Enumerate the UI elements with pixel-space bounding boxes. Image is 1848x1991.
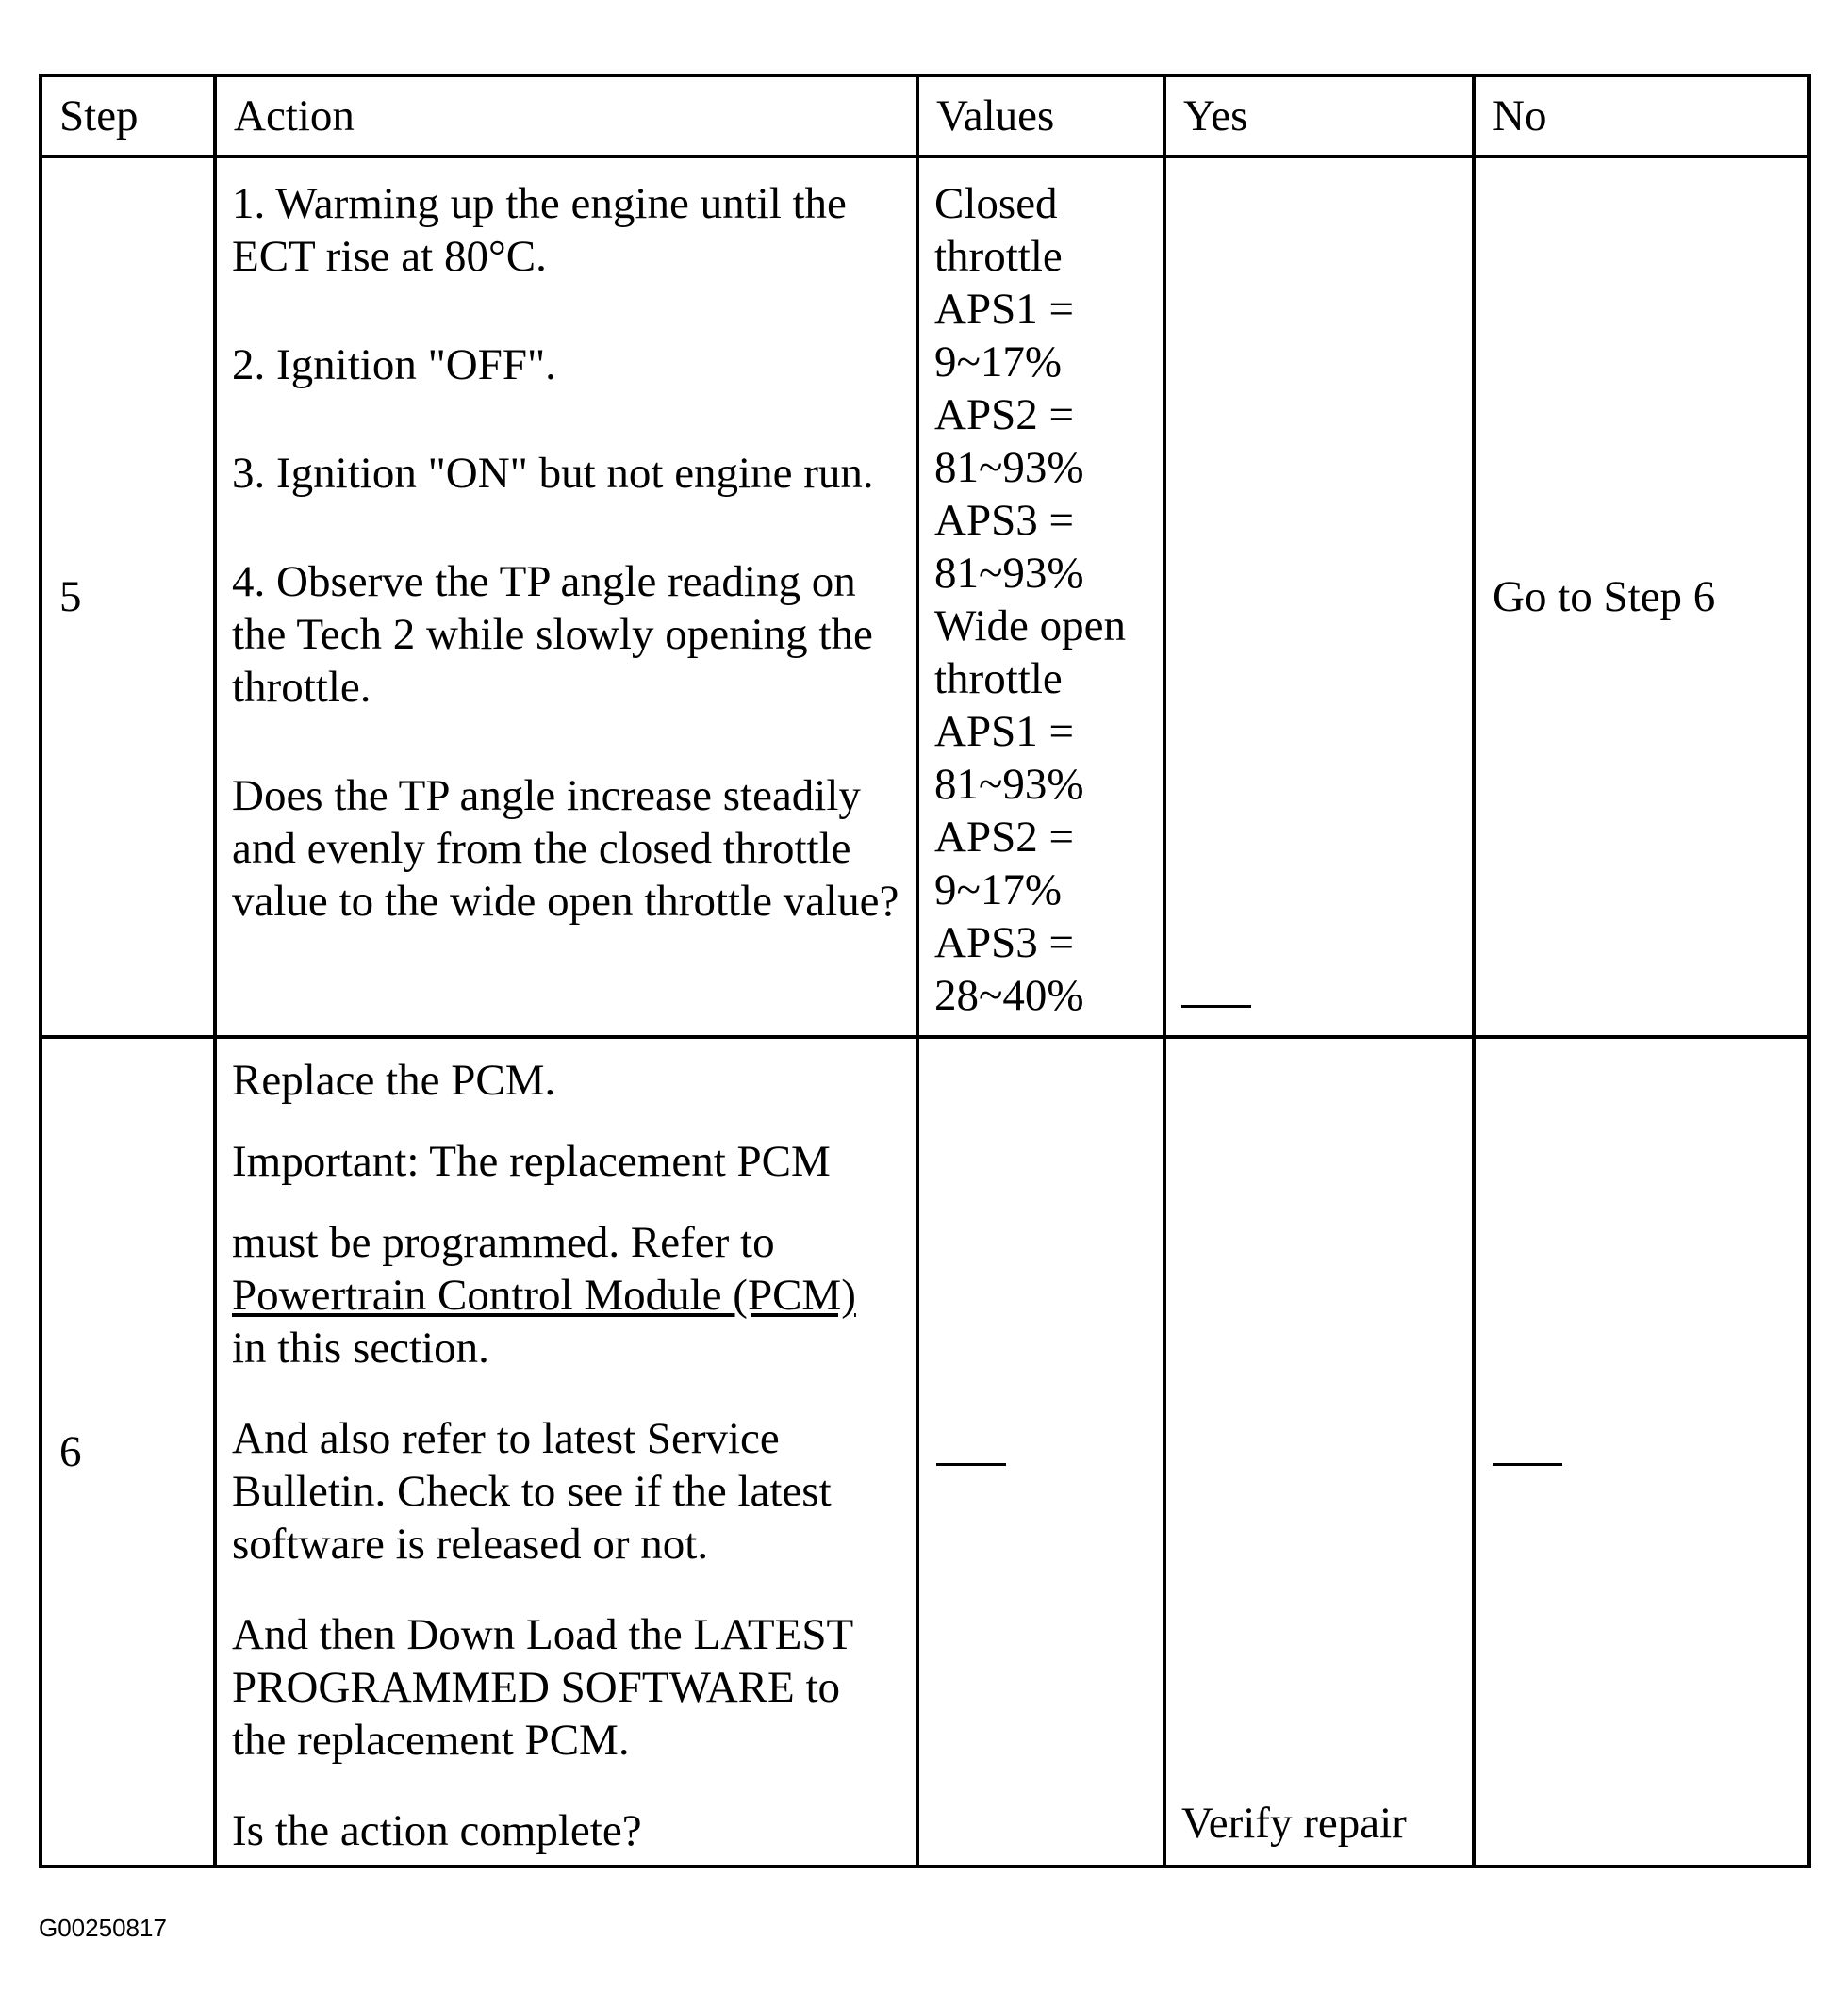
value-reading: APS1 = 81~93%: [934, 707, 1084, 809]
header-row: [41, 75, 1809, 156]
action-paragraph: And then Down Load the LATEST PROGRAMMED SOFTWARE to the replacement PCM.: [232, 1610, 853, 1765]
header-values: Values: [917, 75, 1164, 156]
action-paragraph: 4. Observe the TP angle reading on the Tech 2 while slowly opening the throttle.: [232, 557, 873, 712]
action-paragraph: [232, 1216, 900, 1374]
value-reading: APS2 = 9~17%: [934, 813, 1074, 914]
action-paragraph: 1. Warming up the engine until the ECT rise at 80°C.: [232, 179, 847, 281]
value-label: Closed throttle: [934, 179, 1063, 281]
pcm-reference-link[interactable]: Powertrain Control Module (PCM): [232, 1271, 856, 1320]
table-row-step-6: [41, 1037, 1809, 1867]
value-label: Wide open throttle: [934, 601, 1127, 703]
no-cell: Go to Step 6: [1474, 156, 1809, 1037]
value-reading: APS2 = 81~93%: [934, 390, 1084, 492]
action-cell: [215, 1037, 917, 1867]
step-number: 5: [41, 156, 215, 1037]
action-cell: [215, 156, 917, 1037]
blank-dash: [1493, 1463, 1562, 1466]
action-text: in this section.: [232, 1324, 489, 1373]
yes-cell: Verify repair: [1164, 1037, 1474, 1867]
action-paragraph: And also refer to latest Service Bulletin. Check to see if the latest software is released or not.: [232, 1414, 832, 1569]
blank-dash: [1181, 1005, 1251, 1008]
value-reading: APS3 = 81~93%: [934, 496, 1084, 598]
value-reading: APS3 = 28~40%: [934, 918, 1084, 1020]
action-paragraph: 2. Ignition "OFF".: [232, 340, 556, 389]
no-cell: [1474, 1037, 1809, 1867]
action-paragraph: 3. Ignition "ON" but not engine run.: [232, 449, 874, 498]
values-cell: [917, 156, 1164, 1037]
yes-cell: [1164, 156, 1474, 1037]
action-question: Does the TP angle increase steadily and evenly from the closed throttle value to the wide open throttle value?: [232, 771, 899, 926]
action-question: Is the action complete?: [232, 1806, 642, 1855]
blank-dash: [936, 1463, 1006, 1466]
header-yes: Yes: [1164, 75, 1474, 156]
header-action: Action: [215, 75, 917, 156]
values-cell: [917, 1037, 1164, 1867]
action-important: Important: The replacement PCM: [232, 1137, 831, 1186]
action-paragraph: Replace the PCM.: [232, 1056, 556, 1105]
figure-id: G00250817: [39, 1914, 167, 1942]
diagnostic-table: [39, 74, 1811, 1868]
action-text: must be programmed. Refer to: [232, 1218, 775, 1267]
table-row-step-5: [41, 156, 1809, 1037]
header-no: No: [1474, 75, 1809, 156]
step-number: 6: [41, 1037, 215, 1867]
value-reading: APS1 = 9~17%: [934, 285, 1074, 387]
header-step: Step: [41, 75, 215, 156]
